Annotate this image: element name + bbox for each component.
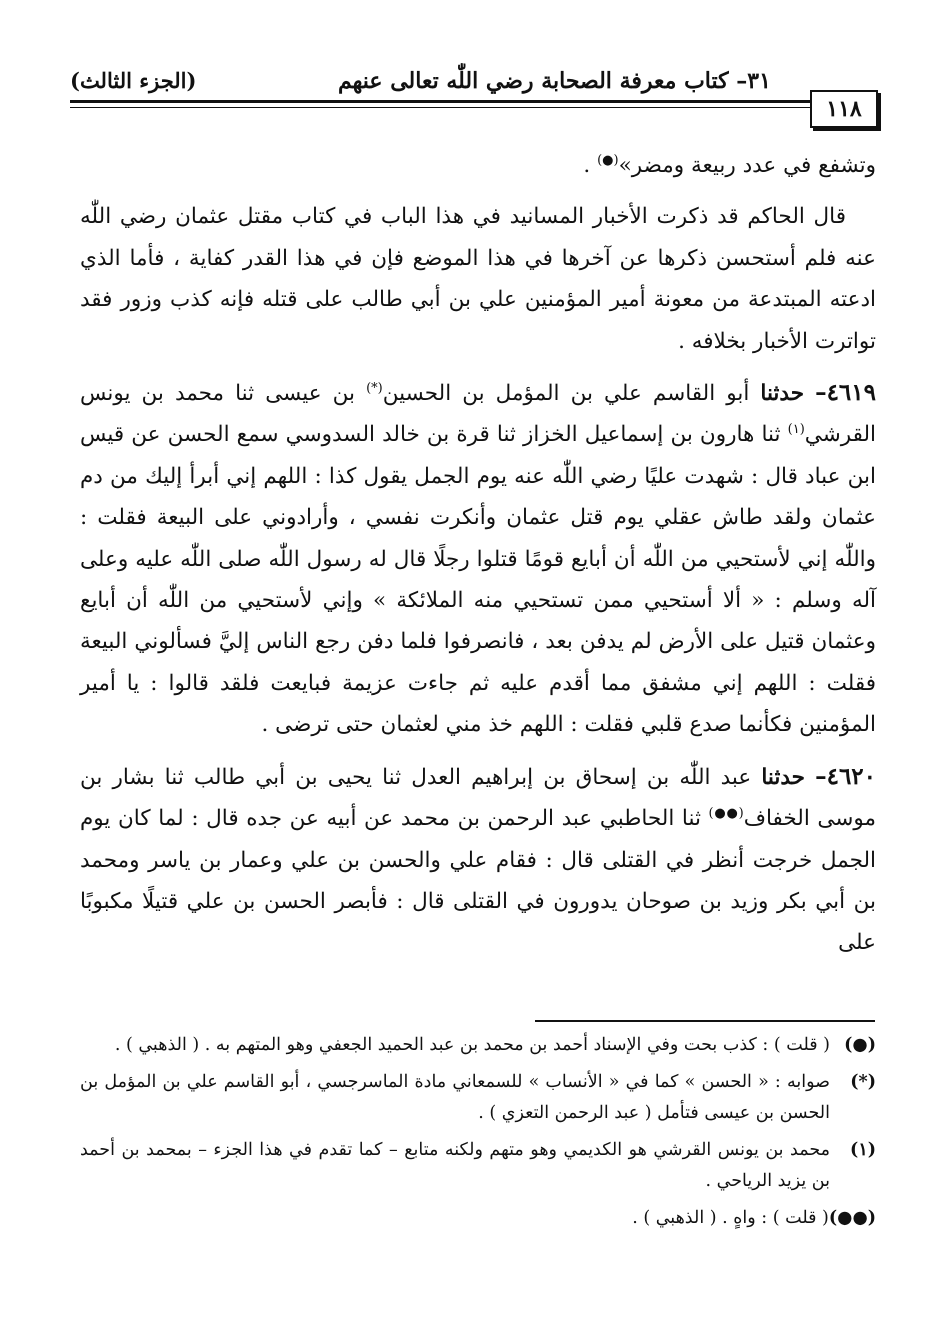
footnote-ref: (●●) [708, 805, 744, 821]
header-rule-thick [70, 100, 810, 103]
footnote-text: ( قلت ) : كذب بحت وفي الإسناد أحمد بن محمد بن عبد الحميد الجعفي وهو المتهم به . ( الذهبي ) . [114, 1035, 830, 1055]
footnote [80, 1067, 876, 1129]
footnote [80, 1203, 876, 1234]
footnote-mark: (●) [844, 1035, 876, 1055]
hadith-4620: ٤٦٢٠– حدثنا عبد اللّٰه بن إسحاق بن إبراهيم العدل ثنا يحيى بن أبي طالب ثنا بشار بن موسى الخفاف(●●) ثنا الحاطبي عبد الرحمن بن محمد عن أبيه عن جده قال : لما كان يوم الجمل خرجت أنظر في القتلى قال : فقام علي والحسن بن علي وعمار بن ياسر ومحمد بن أبي بكر وزيد بن صوحان يدورون في القتلى قال : فأبصر الحسن بن علي قتيلًا مكبوبًا على [80, 762, 877, 956]
footnote [80, 1030, 876, 1061]
paragraph-1: وتشفع في عدد ربيعة ومضر»(●) . [583, 152, 876, 178]
footnote-ref: (١) [787, 422, 805, 438]
footnote-mark: (*) [850, 1072, 876, 1092]
footnote-text: ( قلت ) : واهٍ . ( الذهبي ) . [632, 1208, 829, 1228]
footnote-mark: (١) [850, 1140, 876, 1160]
footnote-separator [535, 1020, 875, 1022]
hadith-4619: ٤٦١٩– حدثنا أبو القاسم علي بن المؤمل بن الحسين(*) بن عيسى ثنا محمد بن يونس القرشي$^{(١)}$ ثنا هارون بن إسماعيل الخزاز ثنا قرة بن خالد السدوسي سمع الحسن عن قيس ابن عباد قال : شهدت عليًا رضي اللّٰه عنه يوم الجمل يقول كذا : اللهم إني أبرأ إليك من دم عثمان ولقد طاش عقلي يوم قتل عثمان وأنكرت نفسي ، وأرادوني على البيعة فقلت : واللّٰه إني لأستحيي من اللّٰه أن أبايع قومًا قتلوا رجلًا قال له رسول اللّٰه صلى اللّٰه عليه وعلى آله وسلم : « ألا أستحيي ممن تستحيي منه الملائكة » وإني لأستحيي من اللّٰه أن أبايع وعثمان قتيل على الأرض لم يدفن بعد ، فانصرفوا فلما دفن رجع الناس إليَّ فسألوني البيعة فقلت : اللهم إني مشفق مما أقدم عليه ثم جاءت عزيمة فبايعت فلقد قالوا : يا أمير المؤمنين فكأنما صدع قلبي فقلت : اللهم خذ مني لعثمان حتى ترضى . [80, 379, 876, 738]
footnote-ref: (*) [366, 380, 383, 396]
footnote [80, 1135, 876, 1197]
chapter-title: ٣١– كتاب معرفة الصحابة رضي اللّٰه تعالى عنهم [338, 68, 771, 94]
hadith-number: ٤٦١٩– [815, 379, 876, 407]
footnotes [80, 1030, 876, 1240]
footnote-ref: (●) [597, 152, 619, 168]
paragraph-2: قال الحاكم قد ذكرت الأخبار المسانيد في هذا الباب في كتاب مقتل عثمان رضي اللّٰه عنه فلم أستحسن ذكرها عن آخرها في هذا الموضع فإن في هذا القدر كفاية ، فأما الذي ادعته المبتدعة من معونة أمير المؤمنين علي بن أبي طالب على قتله فإنه كذب وزور فقد تواترت الأخبار بخلافه . [80, 204, 876, 354]
footnote-text: محمد بن يونس القرشي هو الكديمي وهو متهم ولكنه متابع – كما تقدم في هذا الجزء – بمحمد بن أحمد بن يزيد الرياحي . [80, 1140, 830, 1191]
hadith-number: ٤٦٢٠– [815, 762, 877, 790]
footnote-mark: (●●) [828, 1208, 876, 1228]
page-number: ١١٨ [810, 90, 878, 128]
volume-label: (الجزء الثالث) [70, 68, 197, 93]
header-rule-thin [70, 107, 810, 108]
main-text [80, 145, 876, 974]
footnote-text: صوابه : « الحسن » كما في « الأنساب » للسمعاني مادة الماسرجسي ، أبو القاسم علي بن المؤمل بن الحسن بن عيسى فتأمل ( عبد الرحمن التعزي ) . [80, 1072, 830, 1123]
page-header [70, 62, 878, 122]
